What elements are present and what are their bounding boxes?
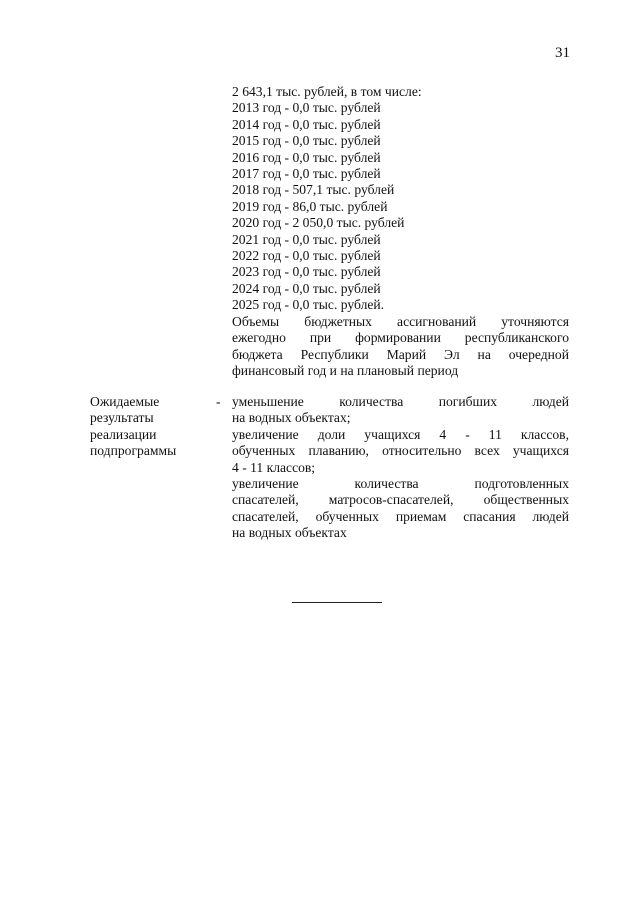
result-item-line: обученных плаванию, относительно всех учащихся (232, 443, 569, 459)
result-item-line: увеличение доли учащихся 4 - 11 классов, (232, 426, 569, 442)
funding-year-line: 2018 год - 507,1 тыс. рублей (232, 182, 395, 198)
funding-year-line: 2020 год - 2 050,0 тыс. рублей (232, 215, 405, 231)
results-dash: - (216, 394, 221, 409)
funding-year-line: 2021 год - 0,0 тыс. рублей (232, 231, 381, 247)
funding-year-line: 2016 год - 0,0 тыс. рублей (232, 149, 381, 165)
results-label-line: подпрограммы (90, 443, 177, 459)
funding-total: 2 643,1 тыс. рублей, в том числе: (232, 84, 422, 99)
results-label-line: Ожидаемые (90, 394, 160, 409)
result-item-line: спасателей, обученных приемам спасания людей (232, 508, 569, 524)
funding-note-line: ежегодно при формировании республиканского (232, 330, 569, 346)
funding-year-line: 2014 год - 0,0 тыс. рублей (232, 116, 381, 132)
result-item-line: увеличение количества подготовленных (232, 476, 569, 492)
funding-year-line: 2025 год - 0,0 тыс. рублей. (232, 297, 385, 313)
page-number: 31 (555, 45, 570, 61)
funding-year-line: 2017 год - 0,0 тыс. рублей (232, 166, 381, 182)
end-separator (292, 602, 382, 603)
result-item-line: уменьшение количества погибших людей (232, 394, 569, 409)
result-item-line: на водных объектах; (232, 410, 351, 426)
results-block (232, 394, 569, 542)
results-label-line: результаты (90, 410, 154, 426)
funding-block (232, 84, 569, 379)
funding-year-line: 2013 год - 0,0 тыс. рублей (232, 100, 381, 116)
results-label (90, 394, 176, 460)
funding-year-line: 2019 год - 86,0 тыс. рублей (232, 198, 388, 214)
funding-note-line: Объемы бюджетных ассигнований уточняются (232, 313, 569, 329)
result-item-line: спасателей, матросов-спасателей, общественных (232, 492, 569, 508)
funding-year-line: 2015 год - 0,0 тыс. рублей (232, 133, 381, 149)
result-item-line: 4 - 11 классов; (232, 459, 316, 475)
funding-year-line: 2024 год - 0,0 тыс. рублей (232, 280, 381, 296)
funding-note-line: финансовый год и на плановый период (232, 362, 459, 378)
funding-note-line: бюджета Республики Марий Эл на очередной (232, 346, 569, 362)
results-label-line: реализации (90, 426, 157, 442)
funding-year-line: 2022 год - 0,0 тыс. рублей (232, 248, 381, 264)
result-item-line: на водных объектах (232, 525, 347, 541)
funding-year-line: 2023 год - 0,0 тыс. рублей (232, 264, 381, 280)
